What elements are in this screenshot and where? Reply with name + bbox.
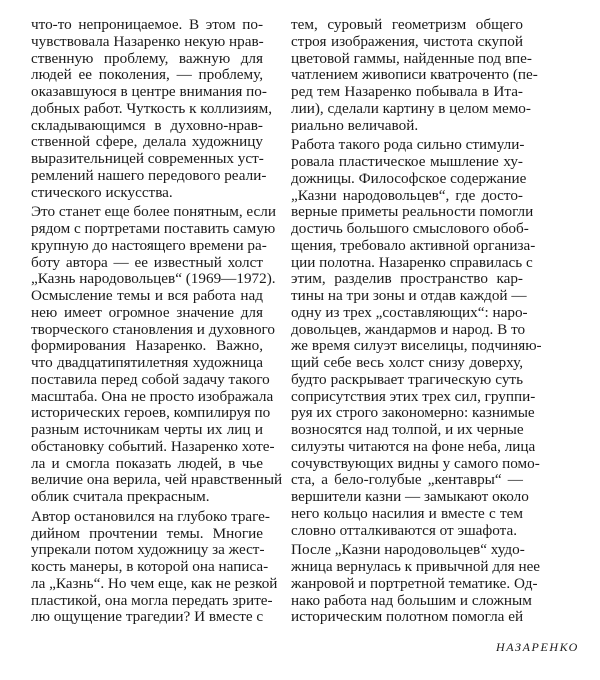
text-line: добных работ. Чуткость к коллизиям, xyxy=(31,99,273,117)
text-line: Осмысление темы и вся работа над xyxy=(31,287,263,304)
text-line: достичь большого смыслового обоб- xyxy=(291,220,529,237)
text-line: дийном прочтении темы. Многие xyxy=(31,524,263,542)
text-line: риально величавой. xyxy=(291,116,419,134)
text-line: что двадцатипятилетняя художница xyxy=(31,354,263,371)
text-line: историческим полотном помогла ей xyxy=(291,608,524,626)
text-line: руя их строго закономерно: казнимые xyxy=(291,404,535,422)
text-line: верные приметы реальности помогли xyxy=(291,203,534,221)
text-line: вершители казни — замыкают около xyxy=(291,488,529,505)
text-line: довольцев, жандармов и народ. В то xyxy=(291,320,526,338)
text-line: нею имеет огромное значение для xyxy=(31,303,263,321)
text-line: величие она верила, чей нравственный xyxy=(31,471,283,489)
text-line: щения, требовало активной организа- xyxy=(291,236,536,254)
text-line: чувствовала Назаренко некую нрав- xyxy=(31,32,264,50)
text-line: ремлений нашего передового реали- xyxy=(31,166,267,184)
text-line: ред тем Назаренко побывала в Ита- xyxy=(291,83,523,100)
text-line: ственной сфере, делала художницу xyxy=(31,133,263,151)
text-line: облик считала прекрасным. xyxy=(31,488,210,505)
text-column-right xyxy=(291,16,542,626)
text-line: поставила перед собой задачу такого xyxy=(31,370,270,388)
text-line: Это станет еще более понятным, если xyxy=(31,203,276,221)
text-line: жанровой и портретной тематике. Од- xyxy=(291,574,538,592)
text-line: цветовой гаммы, найденные под впе- xyxy=(291,49,532,67)
text-line: исторических героев, компилируя по xyxy=(31,404,271,422)
text-line: ла и смогла показать людей, в чье xyxy=(31,454,263,472)
text-line: выразительницей современных уст- xyxy=(31,150,264,167)
text-line: нако работа над большим и сложным xyxy=(291,591,532,609)
text-line: тем, суровый геометризм общего xyxy=(291,16,523,33)
text-line: соприсутствия этих трех сил, группи- xyxy=(291,387,536,405)
text-line: боту автора — ее известный холст xyxy=(31,253,263,271)
paragraph xyxy=(291,16,538,134)
text-line: стического искусства. xyxy=(31,183,173,201)
text-line: жница вернулась к привычной для нее xyxy=(291,558,541,575)
paragraph xyxy=(291,136,542,539)
text-line: „Казнь народовольцев“ (1969—1972). xyxy=(31,270,276,288)
text-line: строя изображения, чистота скупой xyxy=(291,32,523,50)
text-line: возносятся над толпой, и их черные xyxy=(291,421,524,438)
text-line: пластикой, она могла передать зрите- xyxy=(31,591,273,609)
text-line: щий себе весь холст снизу доверху, xyxy=(291,354,523,371)
text-line: рядом с портретами поставить самую xyxy=(31,220,276,237)
text-line: упрекали потом художницу за жест- xyxy=(31,541,265,559)
paragraph xyxy=(31,203,283,506)
text-line: этим, разделив пространство кар- xyxy=(291,270,523,288)
text-line: дожницы. Философское содержание xyxy=(291,169,527,187)
text-line: ственную проблему, важную для xyxy=(31,49,263,67)
running-footer: НАЗАРЕНКО xyxy=(496,640,579,654)
text-line: разным источникам черты их лиц и xyxy=(31,421,263,438)
text-line: масштаба. Она не просто изображала xyxy=(31,387,274,405)
text-line: крупную до настоящего времени ра- xyxy=(31,236,267,254)
text-line: ла „Казнь“. Но чем еще, как не резкой xyxy=(31,574,278,592)
text-line: сочувствующих видны у самого помо- xyxy=(291,454,540,472)
text-line: складывающимся в духовно-нрав- xyxy=(31,116,263,134)
text-column-left xyxy=(31,16,283,626)
text-line: лии), сделали картину в целом мемо- xyxy=(291,99,531,117)
text-line: силуэты читаются на фоне неба, лица xyxy=(291,437,536,455)
text-line: формирования Назаренко. Важно, xyxy=(31,337,263,355)
text-line: обстановку событий. Назаренко хоте- xyxy=(31,437,275,455)
text-line: лю ощущение трагедии? И вместе с xyxy=(31,608,264,626)
text-line: ста, а бело-голубые „кентавры“ — xyxy=(291,471,523,489)
text-line: После „Казни народовольцев“ худо- xyxy=(291,541,525,559)
text-line: словно отталкиваются от эшафота. xyxy=(291,521,517,539)
text-line: Работа такого рода сильно стимули- xyxy=(291,136,525,154)
text-line: творческого становления и духовного xyxy=(31,320,275,338)
text-line: него кольцо насилия и вместе с тем xyxy=(291,504,523,522)
text-line: кость манеры, в которой она написа- xyxy=(31,558,269,575)
paragraph xyxy=(31,16,273,201)
text-line: же время силуэт виселицы, подчиняю- xyxy=(291,337,542,355)
text-line: ровала пластическое мышление ху- xyxy=(291,153,523,170)
text-line: ции полотна. Назаренко справилась с xyxy=(291,253,533,271)
text-line: тины на три зоны и отдав каждой — xyxy=(291,287,527,304)
text-line: что-то непроницаемое. В этом по- xyxy=(31,16,263,33)
paragraph xyxy=(31,507,278,626)
text-line: людей ее поколения, — проблему, xyxy=(31,66,263,84)
text-line: оказавшуюся в центре внимания по- xyxy=(31,83,267,100)
text-line: будто раскрывает трагическую суть xyxy=(291,370,523,388)
text-line: чатлением живописи кватроченто (пе- xyxy=(291,66,538,84)
text-line: одну из трех „составляющих“: наро- xyxy=(291,303,528,321)
text-line: Автор остановился на глубоко траге- xyxy=(31,507,270,525)
text-line: „Казни народовольцев“, где досто- xyxy=(291,186,523,204)
paragraph xyxy=(291,541,541,626)
